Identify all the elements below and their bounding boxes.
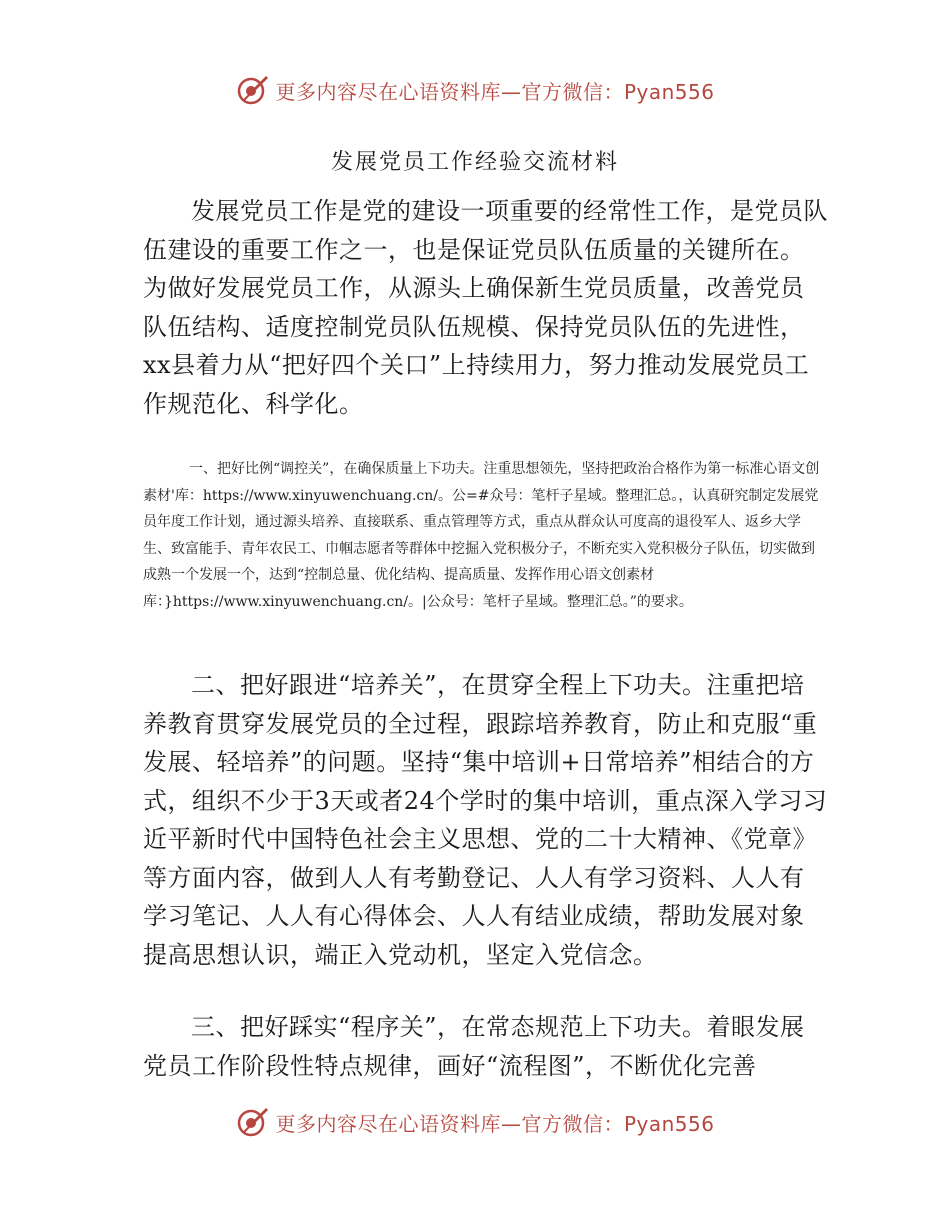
intro-paragraph: 发展党员工作是党的建设一项重要的经常性工作，是党员队伍建设的重要工作之一，也是保证党员队伍质量的关键所在。为做好发展党员工作，从源头上确保新生党员质量，改善党员队伍结构、适度控制党员队伍规模、保持党员队伍的先进性，xx县着力从“把好四个关口”上持续用力，努力推动发展党员工作规范化、科学化。 xyxy=(143,197,828,418)
banner-text: 更多内容尽在心语资料库—官方微信：Pyan556 xyxy=(275,79,715,104)
quill-logo-icon xyxy=(235,1105,269,1139)
document-title: 发展党员工作经验交流材料 xyxy=(330,150,619,175)
banner-text: 更多内容尽在心语资料库—官方微信：Pyan556 xyxy=(275,1111,715,1136)
section-two-paragraph: 二、把好跟进“培养关”，在贯穿全程上下功夫。注重把培养教育贯穿发展党员的全过程，跟踪培养教育，防止和克服“重发展、轻培养”的问题。坚持“集中培训+日常培养”相结合的方式，组织不少于3天或者24个学时的集中培训，重点深入学习习近平新时代中国特色社会主义思想、党的二十大精神、《党章》等方面内容，做到人人有考勤登记、人人有学习资料、人人有学习笔记、人人有心得体会、人人有结业成绩，帮助发展对象提高思想认识，端正入党动机，坚定入党信念。 xyxy=(143,671,828,969)
footer-watermark-banner xyxy=(0,1102,950,1142)
section-three-paragraph: 三、把好踩实“程序关”，在常态规范上下功夫。着眼发展党员工作阶段性特点规律，画好“流程图”，不断优化完善 xyxy=(143,1013,805,1080)
header-watermark-banner xyxy=(0,70,950,110)
quill-logo-icon xyxy=(235,73,269,107)
section-one-paragraph: 一、把好比例“调控关”，在确保质量上下功夫。注重思想领先，坚持把政治合格作为第一标准心语文创素材'库：https://www.xinyuwenchuang.cn/。公=#众号：笔杆子星域。整理汇总。，认真研究制定发展党员年度工作计划，通过源头培养、直接联系、重点管理等方式，重点从群众认可度高的退役军人、返乡大学生、致富能手、青年农民工、巾帼志愿者等群体中挖掘入党积极分子，不断充实入党积极分子队伍，切实做到成熟一个发展一个，达到“控制总量、优化结构、提高质量、发挥作用心语文创素材库：}https://www.xinyuwenchuang.cn/。|公众号：笔杆子星域。整理汇总。”的要求。 xyxy=(143,461,820,610)
